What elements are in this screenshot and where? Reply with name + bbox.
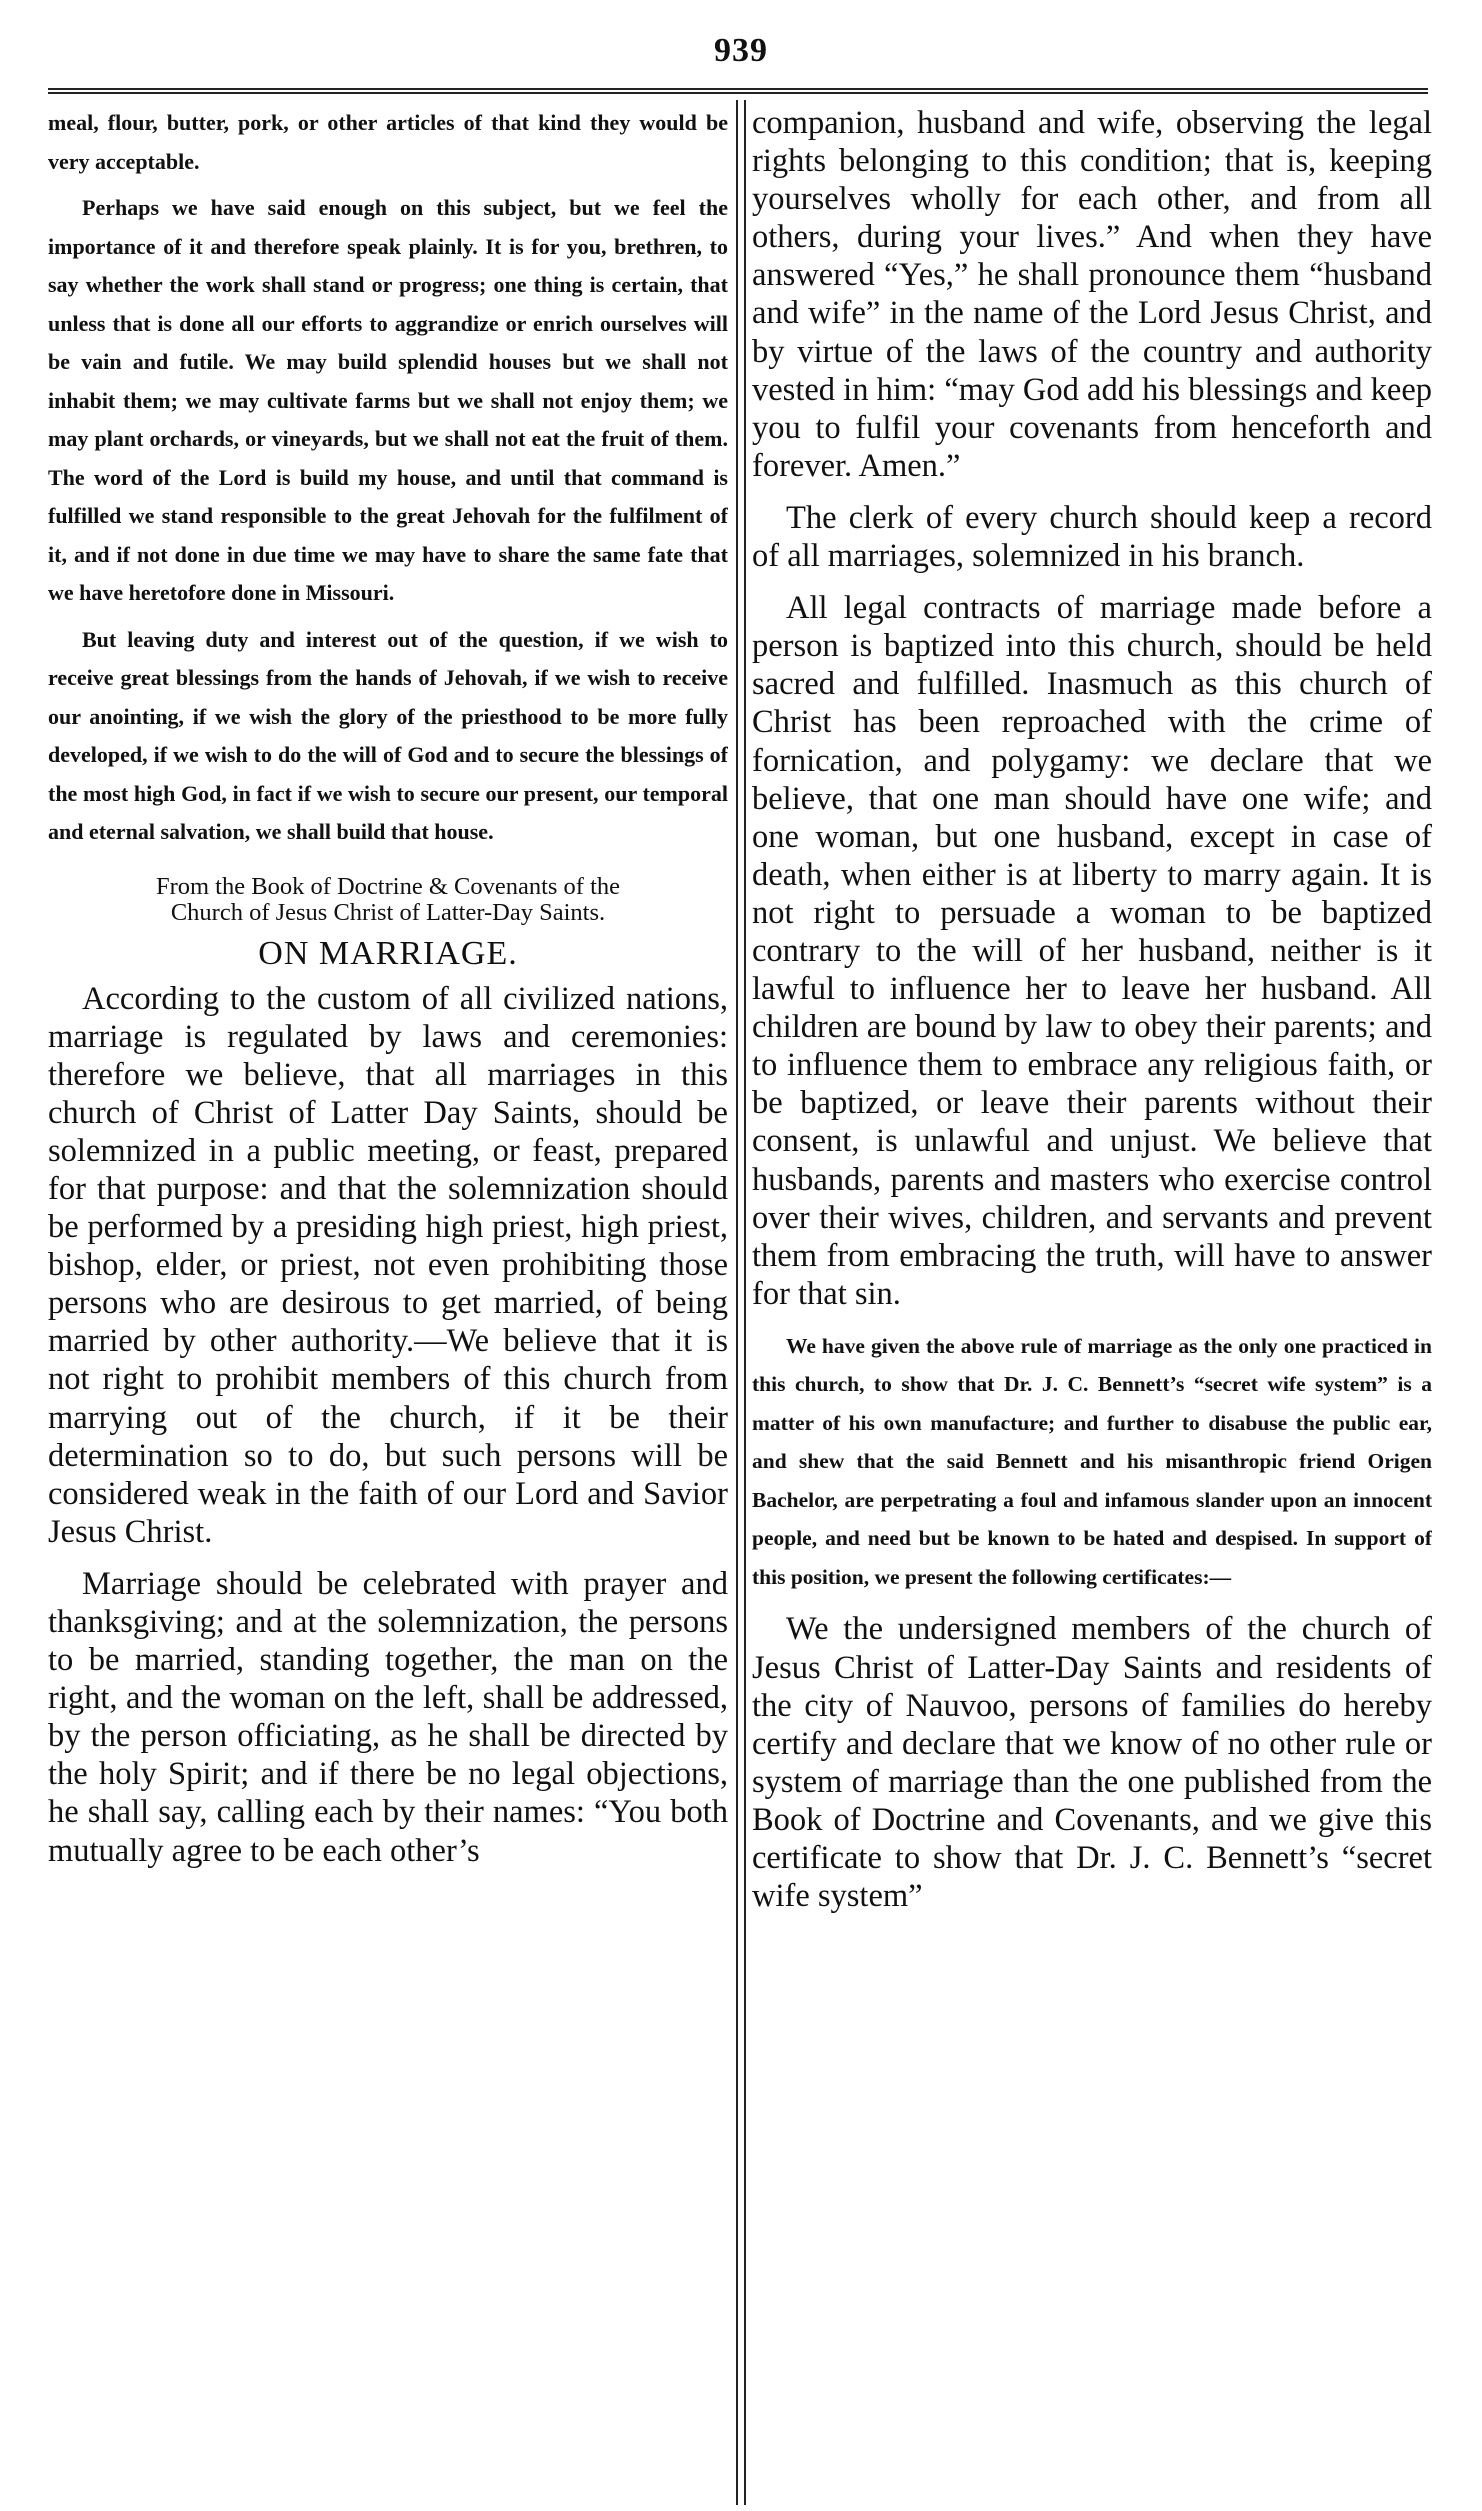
paragraph-legal-contracts: All legal contracts of marriage made before a person is baptized into this church, should be held sacred and fulfilled. Inasmuch as this church of Christ has been reproached with the crime of fornication, and polygamy: we declare that we believe, that one man should have one wife; and one woman, but one husband, except in case of death, when either is at liberty to marry again. It is not right to persuade a woman to be baptized contrary to the will of her husband, neither is it lawful to influence her to leave her husband. All children are bound by law to obey their parents; and to influence them to embrace any religious faith, or be baptized, or leave their parents without their consent, is unlawful and unjust. We believe that husbands, parents and masters who exercise control over their wives, children, and servants and prevent them from embracing the truth, will have to answer for that sin. [752, 590, 1432, 1312]
paragraph-clerk-record: The clerk of every church should keep a record of all marriages, solemnized in his branch. [752, 499, 1432, 575]
paragraph-marriage-ceremony: Marriage should be celebrated with prayer and thanksgiving; and at the solemnization, the persons to be married, standing together, the man on the right, and the woman on the left, shall be addressed, by the person officiating, as he shall be directed by the holy Spirit; and if there be no legal objections, he shall say, calling each by their names: “You both mutually agree to be each other’s [48, 1565, 728, 1869]
column-divider [736, 100, 746, 2505]
top-rule [48, 88, 1428, 94]
editorial-note: We have given the above rule of marriage as the only one practiced in this church, to show that Dr. J. C. Bennett’s “secret wife system” is a matter of his own manufacture; and further to disabuse the public ear, and shew that the said Bennett and his misanthropic friend Origen Bachelor, are perpetrating a foul and infamous slander upon an innocent people, and need but be known to be hated and despised. In support of this position, we present the following certificates:— [752, 1333, 1432, 1589]
source-note-line-2: Church of Jesus Christ of Latter-Day Saints. [170, 898, 606, 926]
right-column [752, 104, 1432, 2499]
section-heading: ON MARRIAGE. [258, 934, 518, 972]
paragraph-certificate: We the undersigned members of the church of Jesus Christ of Latter-Day Saints and residents of the city of Nauvoo, persons of families do hereby certify and declare that we know of no other rule or system of marriage than the one published from the Book of Doctrine and Covenants, and we give this certificate to show that Dr. J. C. Bennett’s “secret wife system” [752, 1611, 1432, 1915]
paragraph-vows-continued: companion, husband and wife, observing the legal rights belonging to this condition; that is, keeping yourselves wholly for each other, and from all others, during your lives.” And when they have answered “Yes,” he shall pronounce them “husband and wife” in the name of the Lord Jesus Christ, and by virtue of the laws of the country and authority vested in him: “may God add his blessings and keep you to fulfil your covenants from henceforth and forever. Amen.” [752, 105, 1432, 484]
paragraph-marriage-custom: According to the custom of all civilized nations, marriage is regulated by laws and ceremonies: therefore we believe, that all marriages in this church of Christ of Latter Day Saints, should be solemnized in a public meeting, or feast, prepared for that purpose: and that the solemnization should be performed by a presiding high priest, high priest, bishop, elder, or priest, not even prohibiting those persons who are desirous to get married, of being married by other authority.—We believe that it is not right to prohibit members of this church from marrying out of the church, if it be their determination so to do, but such persons will be considered weak in the faith of our Lord and Savior Jesus Christ. [48, 980, 728, 1550]
source-note [48, 874, 728, 926]
source-note-line-1: From the Book of Doctrine & Covenants of the [155, 872, 621, 900]
left-column [48, 104, 728, 2499]
paragraph-leaving-duty: But leaving duty and interest out of the question, if we wish to receive great blessings from the hands of Jehovah, if we wish to receive our anointing, if we wish the glory of the priesthood to be more fully developed, if we wish to do the will of God and to secure the blessings of the most high God, in fact if we wish to secure our present, our temporal and eternal salvation, we shall build that house. [48, 626, 728, 844]
paragraph-build-house: Perhaps we have said enough on this subject, but we feel the importance of it and therefore speak plainly. It is for you, brethren, to say whether the work shall stand or progress; one thing is certain, that unless that is done all our efforts to aggrandize or enrich ourselves will be vain and futile. We may build splendid houses but we shall not inhabit them; we may cultivate farms but we shall not enjoy them; we may plant orchards, or vineyards, but we shall not eat the fruit of them. The word of the Lord is build my house, and until that command is fulfilled we stand responsible to the great Jehovah for the fulfilment of it, and if not done in due time we may have to share the same fate that we have heretofore done in Missouri. [48, 195, 728, 605]
page-number: 939 [714, 32, 768, 69]
paragraph-continued: meal, flour, butter, pork, or other articles of that kind they would be very acceptable. [48, 110, 728, 174]
